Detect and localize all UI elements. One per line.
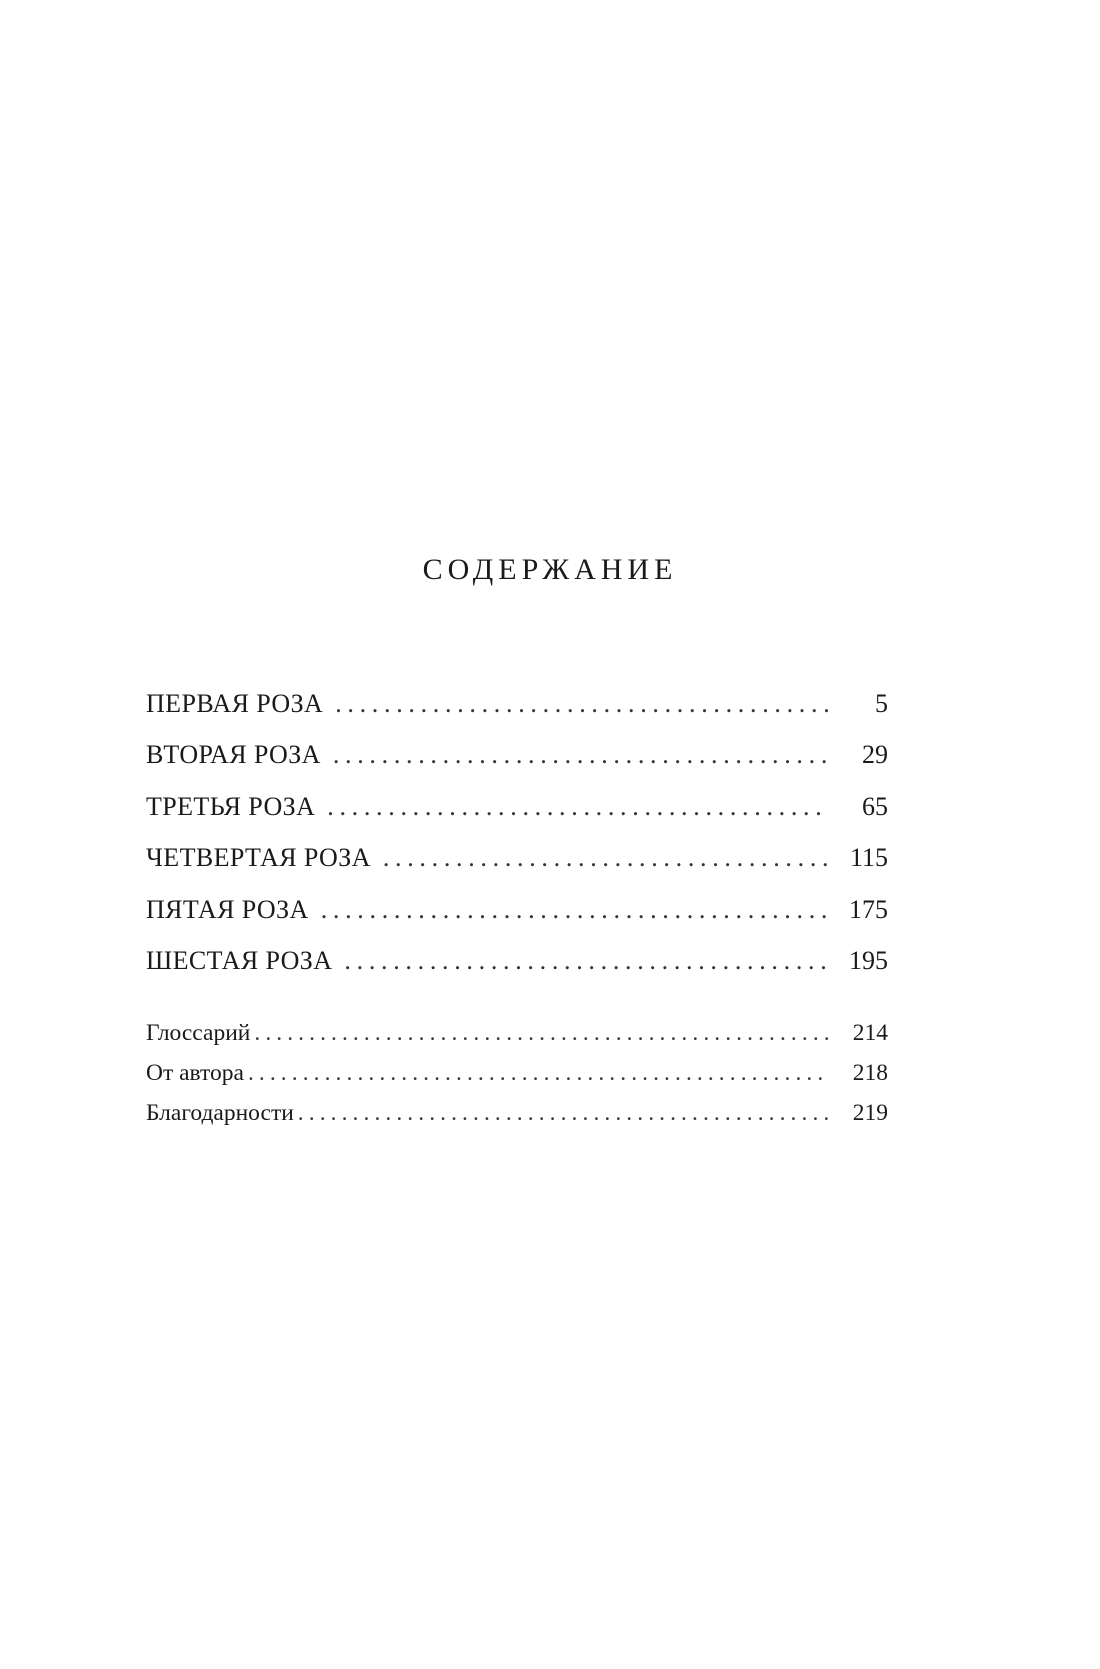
dot-leader <box>335 686 828 722</box>
toc-entry-page: 175 <box>849 894 888 924</box>
toc-entry[interactable] <box>146 943 888 994</box>
toc-entry[interactable] <box>146 686 888 737</box>
toc-entry-page: 65 <box>862 791 888 821</box>
toc-entry-page: 219 <box>852 1100 888 1126</box>
toc-entry-label: ЧЕТВЕРТАЯ РОЗА <box>146 843 371 873</box>
toc-entry-page: 195 <box>849 945 888 975</box>
toc-entry-label: Благодарности <box>146 1100 294 1126</box>
toc-entry-label: ВТОРАЯ РОЗА <box>146 740 321 770</box>
back-matter-list <box>146 1017 888 1137</box>
toc-entry[interactable] <box>146 892 888 943</box>
dot-leader <box>298 1097 828 1129</box>
toc-entry-label: Глоссарий <box>146 1020 251 1046</box>
dot-leader <box>344 943 828 979</box>
toc-entry-label: ПЯТАЯ РОЗА <box>146 894 309 924</box>
toc-entry-label: ТРЕТЬЯ РОЗА <box>146 791 316 821</box>
dot-leader <box>248 1057 828 1089</box>
toc-entry[interactable] <box>146 789 888 840</box>
toc-entry[interactable] <box>146 1017 888 1057</box>
toc-entry-page: 218 <box>852 1060 888 1086</box>
toc-entry-page: 214 <box>852 1020 888 1046</box>
toc-entry-label: От автора <box>146 1060 244 1086</box>
toc-entry-label: ПЕРВАЯ РОЗА <box>146 689 324 718</box>
page-title: СОДЕРЖАНИЕ <box>422 553 678 587</box>
toc-entry[interactable] <box>146 1097 888 1137</box>
dot-leader <box>333 737 828 773</box>
toc-entry-page: 29 <box>862 740 888 770</box>
chapter-list <box>146 686 888 994</box>
dot-leader <box>383 840 828 876</box>
toc-entry-label: ШЕСТАЯ РОЗА <box>146 945 333 975</box>
toc-entry[interactable] <box>146 737 888 788</box>
toc-entry-page: 5 <box>875 689 888 718</box>
toc-entry-page: 115 <box>849 843 888 873</box>
dot-leader <box>327 789 828 825</box>
dot-leader <box>254 1017 828 1049</box>
toc-entry[interactable] <box>146 840 888 891</box>
dot-leader <box>321 892 828 928</box>
toc-entry[interactable] <box>146 1057 888 1097</box>
